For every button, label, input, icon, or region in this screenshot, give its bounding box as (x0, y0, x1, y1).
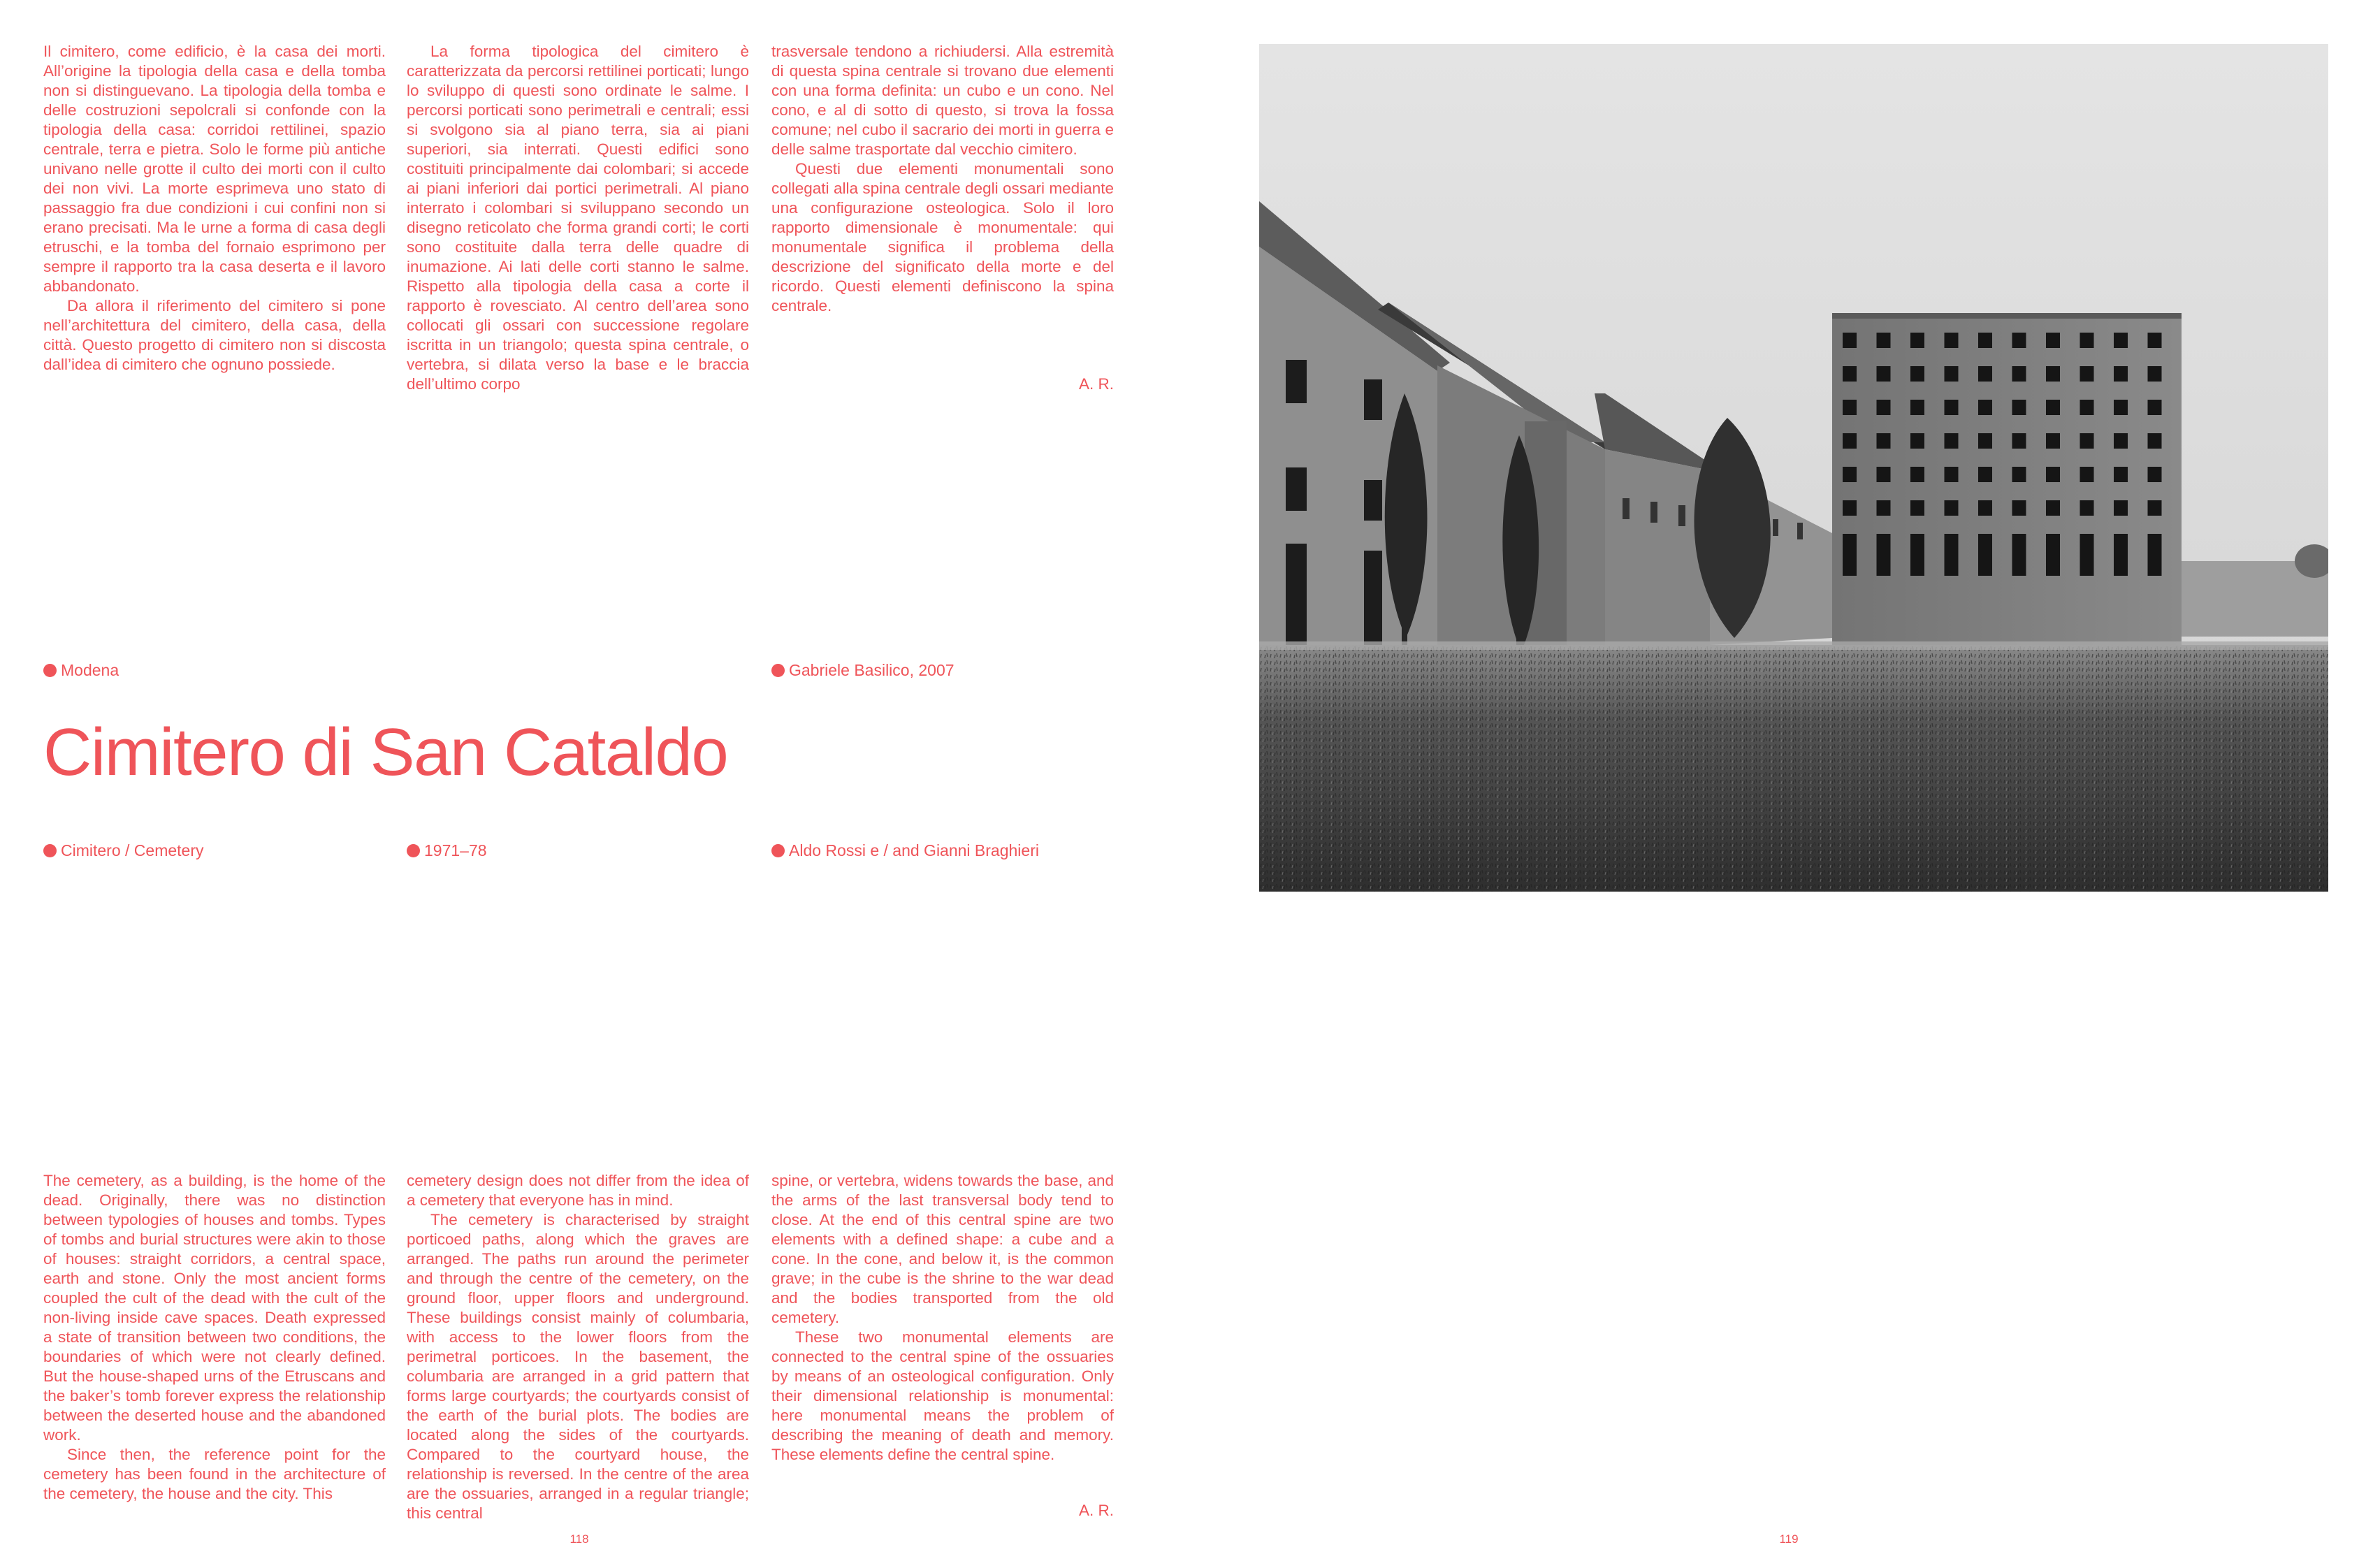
bullet-dot-icon (407, 844, 420, 857)
photographer-label: Gabriele Basilico, 2007 (789, 661, 955, 679)
italian-column-1 (43, 42, 386, 375)
paragraph: The cemetery, as a building, is the home of the dead. Originally, there was no distinction between typologies of houses and tombs. Types of tombs and burial structures were akin to those of houses: straight corridors, a central space, earth and stone. Only the most ancient forms coupled the cult of the dead with the cult of the non-living inside cave spaces. Death expressed a state of transition between two conditions, the boundaries of which were not clearly defined. But the house-shaped urns of the Etruscans and the baker’s tomb forever express the relationship between the deserted house and the abandoned work. (43, 1172, 386, 1444)
architects-tag (771, 841, 1039, 860)
years-label: 1971–78 (424, 841, 487, 859)
photograph-image (1259, 44, 2328, 892)
paragraph: spine, or vertebra, widens towards the base, and the arms of the last transversal body tend to close. At the end of this central spine are two elements with a defined shape: a cube and a cone. In the cone, and below it, is the common grave; in the cube is the shrine to the war dead and the bodies transported from the old cemetery. (771, 1172, 1114, 1326)
english-column-3 (771, 1171, 1114, 1465)
location-label: Modena (61, 661, 119, 679)
type-label: Cimitero / Cemetery (61, 841, 204, 859)
paragraph: Questi due elementi monumentali sono collegati alla spina centrale degli ossari mediante una configurazione osteologica. Solo il loro rapporto dimensionale è monumentale: qui monumentale significa il problema della descrizione del significato della morte e del ricordo. Questi elementi definiscono la spina centrale. (771, 160, 1114, 314)
bullet-dot-icon (771, 844, 785, 857)
english-signature: A. R. (1078, 1502, 1114, 1519)
type-tag (43, 841, 203, 860)
italian-signature: A. R. (1078, 375, 1114, 393)
paragraph: cemetery design does not differ from the idea of a cemetery that everyone has in mind. (407, 1172, 749, 1209)
page-number-left: 118 (569, 1532, 589, 1546)
years-tag (407, 841, 487, 860)
bullet-dot-icon (771, 664, 785, 677)
cemetery-photograph (1259, 44, 2328, 892)
bullet-dot-icon (43, 664, 57, 677)
paragraph: The cemetery is characterised by straight porticoed paths, along which the graves are arranged. The paths run around the perimeter and through the centre of the cemetery, on the ground floor, upper floors and underground. These buildings consist mainly of columbaria, with access to the lower floors from the perimetral porticoes. In the basement, the columbaria are arranged in a grid pattern that forms large courtyards; the courtyards consist of the earth of the burial plots. The bodies are located along the sides of the courtyards. Compared to the courtyard house, the relationship is reversed. In the centre of the area are the ossuaries, arranged in a regular triangle; this central (407, 1211, 749, 1522)
page-title: Cimitero di San Cataldo (43, 715, 728, 790)
italian-column-2 (407, 42, 749, 394)
page-number-right: 119 (1779, 1532, 1799, 1546)
photographer-tag (771, 660, 955, 680)
paragraph: La forma tipologica del cimitero è caratterizzata da percorsi rettilinei porticati; lungo lo sviluppo di questi sono ordinate le salme. I percorsi porticati sono perimetrali e centrali; essi si svolgono sia al piano terra, sia ai piani superiori, sia interrati. Questi edifici sono costituiti principalmente dai colombari; si accede ai piani inferiori dai portici perimetrali. Al piano interrato i colombari si sviluppano secondo un disegno reticolato che forma grandi corti; le corti sono costituite dalla terra delle quadre di inumazione. Ai lati delle corti stanno le salme. Rispetto alla tipologia della casa a corte il rapporto è rovesciato. Al centro dell’area sono collocati gli ossari con successione regolare iscritta in un triangolo; questa spina centrale, o vertebra, si dilata verso la base e le braccia dell’ultimo corpo (407, 43, 749, 393)
paragraph: Il cimitero, come edificio, è la casa dei morti. All’origine la tipologia della casa e della tomba non si distinguevano. La tipologia della tomba e delle costruzioni sepolcrali si confonde con la tipologia della casa: corridoi rettilinei, spazio centrale, terra e pietra. Solo le forme più antiche univano nelle grotte il culto dei morti con il culto dei non vivi. La morte esprimeva uno stato di passaggio fra due condizioni i cui confini non si erano precisati. Ma le urne a forma di casa degli etruschi, e la tomba del fornaio esprimono per sempre il rapporto tra la casa deserta e il lavoro abbandonato. (43, 43, 386, 295)
paragraph: trasversale tendono a richiudersi. Alla estremità di questa spina centrale si trovano due elementi con una forma definita: un cubo e un cono. Nel cono, e al di sotto di questo, si trova la fossa comune; nel cubo il sacrario dei morti in guerra e delle salme trasportate dal vecchio cimitero. (771, 43, 1114, 158)
english-column-1 (43, 1171, 386, 1504)
paragraph: Da allora il riferimento del cimitero si pone nell’architettura del cimitero, della casa, della città. Questo progetto di cimitero non si discosta dall’idea di cimitero che ognuno possiede. (43, 297, 386, 373)
bullet-dot-icon (43, 844, 57, 857)
location-tag (43, 660, 119, 680)
paragraph: These two monumental elements are connected to the central spine of the ossuaries by means of an osteological configuration. Only their dimensional relationship is monumental: here monumental means the problem of describing the meaning of death and memory. These elements define the central spine. (771, 1328, 1114, 1463)
english-column-2 (407, 1171, 749, 1523)
cube-cornice (1832, 313, 2182, 319)
architects-label: Aldo Rossi e / and Gianni Braghieri (789, 841, 1039, 859)
italian-column-3 (771, 42, 1114, 316)
paragraph: Since then, the reference point for the cemetery has been found in the architecture of the cemetery, the house and the city. This (43, 1446, 386, 1502)
